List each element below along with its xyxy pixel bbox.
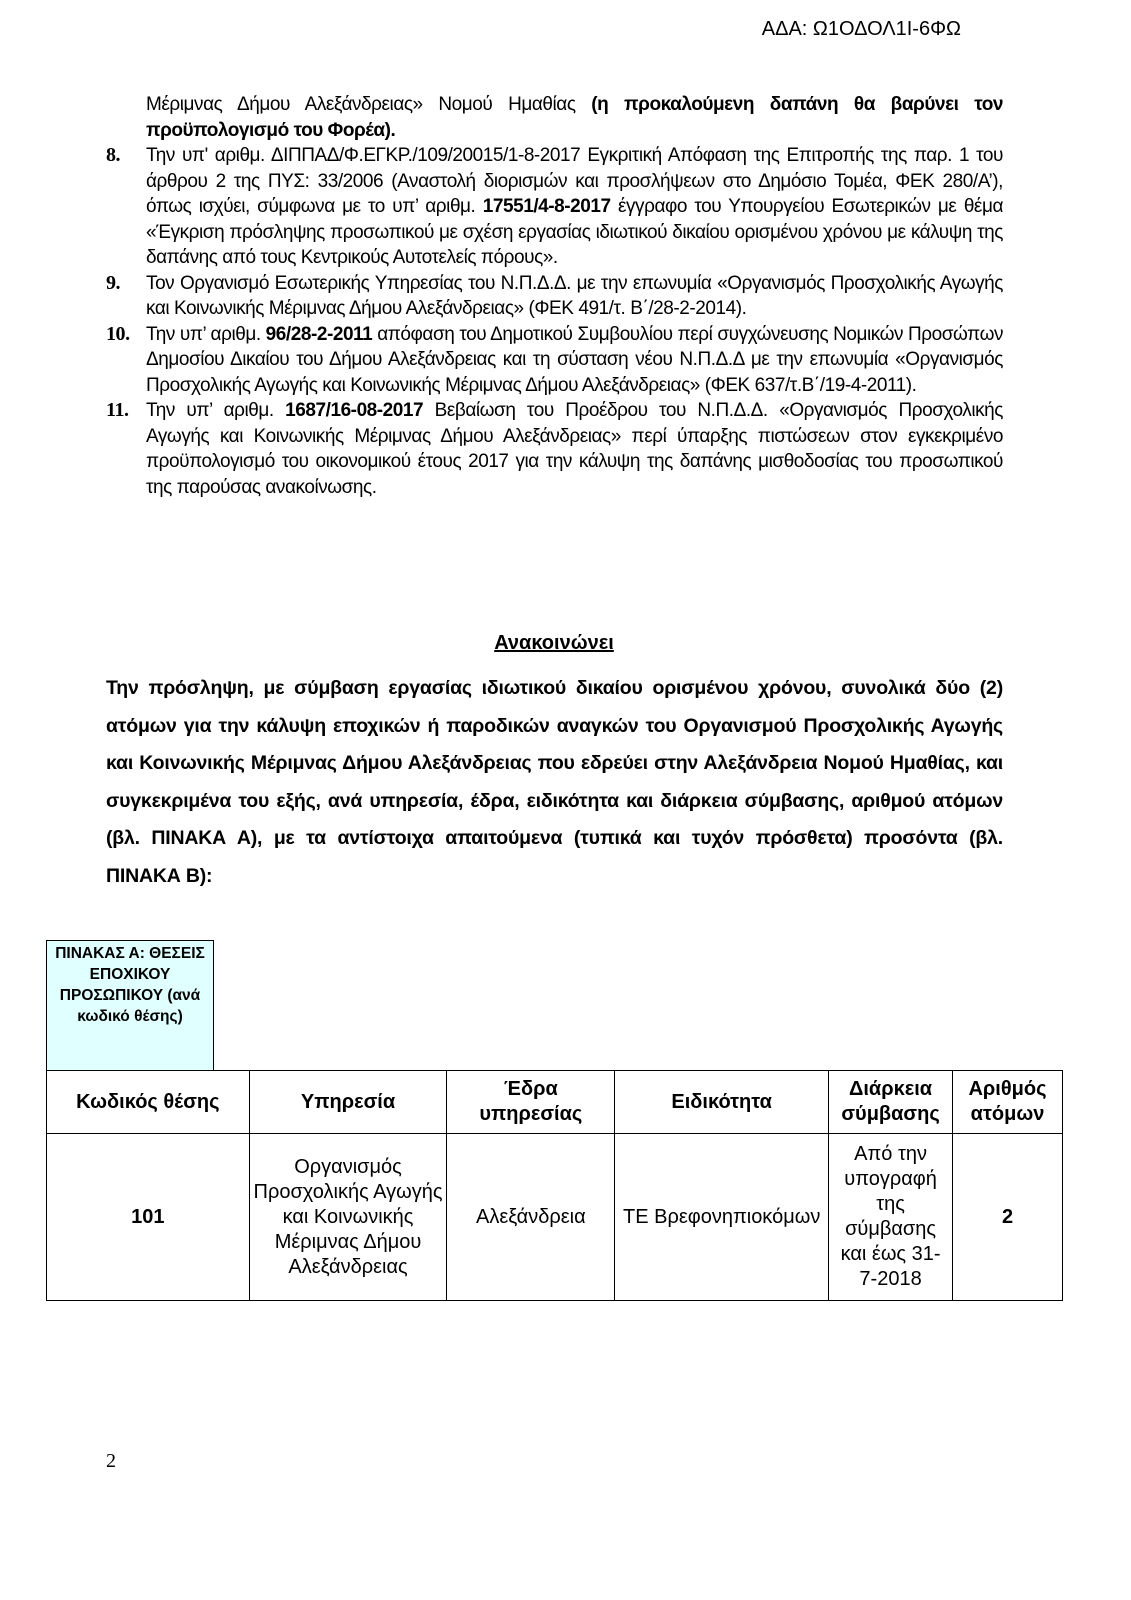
item-text-post: έγγραφο του Υπουργείου Εσωτερικών με θέμα «Έγκριση πρόσληψης προσωπικού με σχέση εργασίας ιδιωτικού δικαίου ορισμένου χρόνου με κάλυψη της δαπάνης από τους Κεντρικούς Αυτοτελείς πόρους». xyxy=(146,196,1003,268)
item-text-pre: Την υπ' αριθμ. ΔΙΠΠΑΔ/Φ.ΕΓΚΡ./109/20015/1-8-2017 Εγκριτική Απόφαση της Επιτροπής της παρ. 1 του άρθρου 2 της ΠΥΣ: 33/2006 (Αναστολή διορισμών και προσλήψεων στο Δημόσιο Τομέα, ΦΕΚ 280/Α’), όπως ισχύει, σύμφωνα με το υπ’ αριθμ. xyxy=(146,145,1003,217)
item-number: 9. xyxy=(106,271,121,294)
list-item xyxy=(106,143,1003,271)
list-item xyxy=(106,322,1003,399)
page-number: 2 xyxy=(106,1450,116,1472)
announcement-body: Την πρόσληψη, με σύμβαση εργασίας ιδιωτικού δικαίου ορισμένου χρόνου, συνολικά δύο (2) ατόμων για την κάλυψη εποχικών ή παροδικών αναγκών του Οργανισμού Προσχολικής Αγωγής και Κοινωνικής Μέριμνας Δήμου Αλεξάνδρειας που εδρεύει στην Αλεξάνδρεια Νομού Ημαθίας, και συγκεκριμένα του εξής, ανά υπηρεσία, έδρα, ειδικότητα και διάρκεια σύμβασης, αριθμού ατόμων (βλ. ΠΙΝΑΚΑ Α), με τα αντίστοιχα απαιτούμενα (τυπικά και τυχόν πρόσθετα) προσόντα (βλ. ΠΙΝΑΚΑ Β): xyxy=(106,677,1003,887)
legal-basis-list xyxy=(106,92,1003,500)
item-text-pre: Την υπ’ αριθμ. xyxy=(146,323,266,345)
table-header-row xyxy=(47,1071,1063,1134)
item-number: 8. xyxy=(106,144,121,166)
cell-service: Οργανισμός Προσχολικής Αγωγής και Κοινωνικής Μέριμνας Δήμου Αλεξάνδρειας xyxy=(249,1134,447,1301)
item-text-post: Βεβαίωση του Προέδρου του Ν.Π.Δ.Δ. «Οργανισμός Προσχολικής Αγωγής και Κοινωνικής Μέριμνας Δήμου Αλεξάνδρειας» περί ύπαρξης πιστώσεων στον εγκεκριμένο προϋπολογισμό του οικονομικού έτους 2017 για την κάλυψη της δαπάνης μισθοδοσίας του προσωπικού της παρούσας ανακοίνωσης. xyxy=(146,400,1003,498)
announcement-title: Ανακοινώνει xyxy=(494,632,614,654)
cell-seat: Αλεξάνδρεια xyxy=(447,1134,615,1301)
header-seat: Έδρα υπηρεσίας xyxy=(447,1071,615,1134)
document-ada-code: ΑΔΑ: Ω1ΟΔΟΛ1Ι-6ΦΩ xyxy=(761,18,961,40)
list-continuation xyxy=(106,92,1003,143)
table-row xyxy=(47,1134,1063,1301)
list-item xyxy=(106,398,1003,500)
table-caption: ΠΙΝΑΚΑΣ Α: ΘΕΣΕΙΣ ΕΠΟΧΙΚΟΥ ΠΡΟΣΩΠΙΚΟΥ (ανά κωδικό θέσης) xyxy=(46,940,214,1070)
cell-specialty: ΤΕ Βρεφονηπιοκόμων xyxy=(615,1134,829,1301)
header-service: Υπηρεσία xyxy=(249,1071,447,1134)
cell-code: 101 xyxy=(47,1134,250,1301)
item-number: 11. xyxy=(106,399,129,421)
item-text-bold: 96/28-2-2011 xyxy=(265,323,373,345)
item-text-pre: Τον Οργανισμό Εσωτερικής Υπηρεσίας του Ν.Π.Δ.Δ. με την επωνυμία «Οργανισμός Προσχολικής Αγωγής και Κοινωνικής Μέριμνας Δήμου Αλεξάνδρειας» (ΦΕΚ 491/τ. Β΄/28-2-2014). xyxy=(146,272,1003,319)
item-text xyxy=(146,143,1003,271)
header-count: Αριθμός ατόμων xyxy=(953,1071,1063,1134)
item-number: 10. xyxy=(106,322,130,345)
item-text-post: απόφαση του Δημοτικού Συμβουλίου περί συγχώνευσης Νομικών Προσώπων Δημοσίου Δικαίου του Δήμου Αλεξάνδρειας και τη σύσταση νέου Ν.Π.Δ.Δ με την επωνυμία «Οργανισμός Προσχολικής Αγωγής και Κοινωνικής Μέριμνας Δήμου Αλεξάνδρειας» (ΦΕΚ 637/τ.Β΄/19-4-2011). xyxy=(146,323,1003,396)
continuation-text: Μέριμνας Δήμου Αλεξάνδρειας» Νομού Ημαθίας xyxy=(146,94,592,115)
item-text xyxy=(146,398,1003,500)
list-item xyxy=(106,271,1003,322)
item-text-bold: 17551/4-8-2017 xyxy=(482,196,611,217)
positions-table xyxy=(46,1070,1063,1301)
continuation-bold-text: (η προκαλούμενη δαπάνη θα βαρύνει τον προϋπολογισμό του Φορέα). xyxy=(146,94,1003,141)
header-code: Κωδικός θέσης xyxy=(47,1071,250,1134)
cell-duration: Από την υπογραφή της σύμβασης και έως 31-7-2018 xyxy=(829,1134,953,1301)
item-text xyxy=(146,271,1003,322)
header-duration: Διάρκεια σύμβασης xyxy=(829,1071,953,1134)
item-text-pre: Την υπ’ αριθμ. xyxy=(146,400,286,421)
header-specialty: Ειδικότητα xyxy=(615,1071,829,1134)
item-text xyxy=(146,322,1003,399)
item-text-bold: 1687/16-08-2017 xyxy=(285,400,424,421)
cell-count: 2 xyxy=(953,1134,1063,1301)
